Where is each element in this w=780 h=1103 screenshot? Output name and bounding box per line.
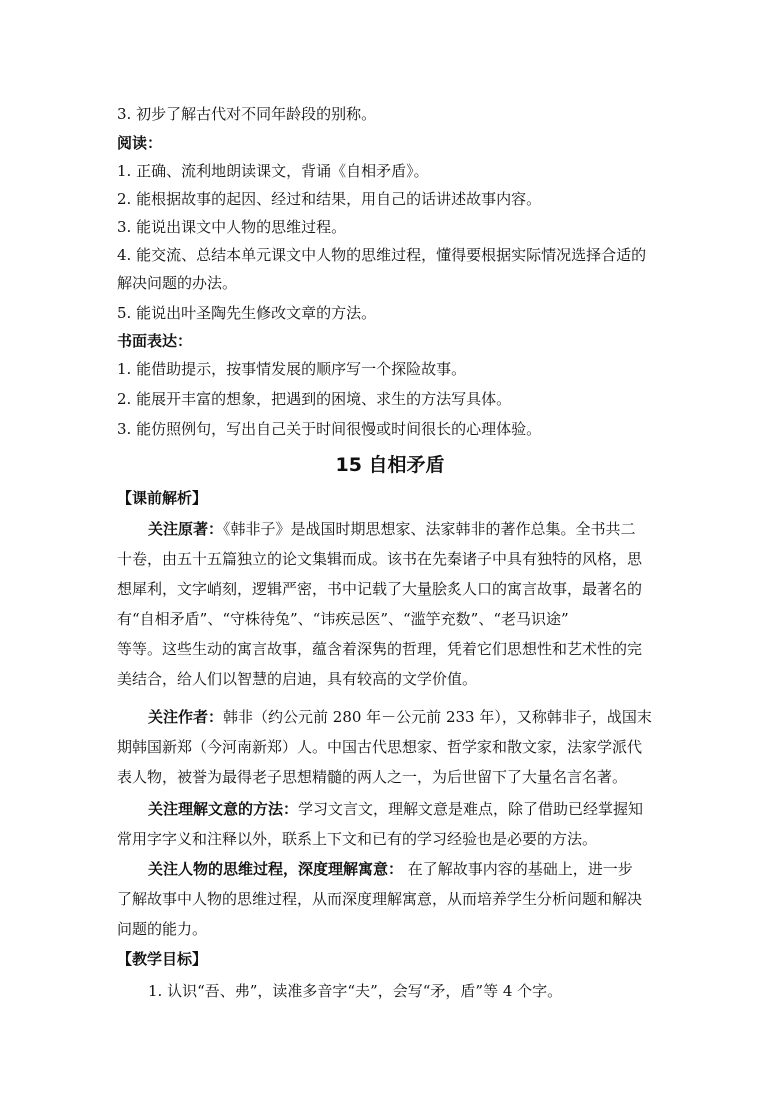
paragraph-method-line-2: 常用字字义和注释以外，联系上下文和已有的学习经验也是必要的方法。 xyxy=(117,830,598,848)
paragraph-original-work-line-1: 关注原著：《韩非子》是战国时期思想家、法家韩非的著作总集。全书共二 xyxy=(148,520,636,538)
paragraph-original-work-line-2: 十卷，由五十五篇独立的论文集辑而成。该书在先秦诸子中具有独特的风格，思 xyxy=(117,550,643,568)
paragraph-author-label: 关注作者： xyxy=(148,708,224,726)
teaching-goals-heading: 【教学目标】 xyxy=(117,950,208,968)
writing-heading: 书面表达： xyxy=(117,332,193,350)
paragraph-original-work-line-3: 想犀利，文字峭刻，逻辑严密，书中记载了大量脍炙人口的寓言故事，最著名的 xyxy=(117,580,643,598)
paragraph-original-work-line-4: 有“自相矛盾”、“守株待兔”、“讳疾忌医”、“滥竽充数”、“老马识途” xyxy=(117,610,569,628)
reading-item-5: 5. 能说出叶圣陶先生修改文章的方法。 xyxy=(117,304,377,322)
intro-goal-3: 3. 初步了解古代对不同年龄段的别称。 xyxy=(117,105,377,123)
paragraph-thinking-line-2: 了解故事中人物的思维过程，从而深度理解寓意，从而培养学生分析问题和解决 xyxy=(117,890,643,908)
writing-item-3: 3. 能仿照例句，写出自己关于时间很慢或时间很长的心理体验。 xyxy=(117,420,542,438)
reading-heading: 阅读： xyxy=(117,134,163,152)
reading-item-4-cont: 解决问题的办法。 xyxy=(117,274,238,292)
paragraph-original-work-line-6: 美结合，给人们以智慧的启迪，具有较高的文学价值。 xyxy=(117,670,478,688)
lesson-title: 15 自相矛盾 xyxy=(335,454,445,476)
paragraph-method-line-1: 关注理解文意的方法：学习文言文，理解文意是难点，除了借助已经掌握知 xyxy=(148,800,644,818)
paragraph-thinking-line-3: 问题的能力。 xyxy=(117,920,208,938)
paragraph-thinking-line-1: 关注人物的思维过程，深度理解寓意： 在了解故事内容的基础上，进一步 xyxy=(148,860,633,878)
writing-item-1: 1. 能借助提示，按事情发展的顺序写一个探险故事。 xyxy=(117,360,467,378)
pre-analysis-heading: 【课前解析】 xyxy=(117,489,208,507)
paragraph-method-label: 关注理解文意的方法： xyxy=(148,800,299,818)
paragraph-thinking-label: 关注人物的思维过程，深度理解寓意： xyxy=(148,860,404,878)
paragraph-original-work-label: 关注原著： xyxy=(148,520,224,538)
paragraph-author-line-3: 表人物，被誉为最得老子思想精髓的两人之一，为后世留下了大量名言名著。 xyxy=(117,768,628,786)
writing-item-2: 2. 能展开丰富的想象，把遇到的困境、求生的方法写具体。 xyxy=(117,390,512,408)
reading-item-1: 1. 正确、流利地朗读课文，背诵《自相矛盾》。 xyxy=(117,162,429,180)
reading-item-4: 4. 能交流、总结本单元课文中人物的思维过程，懂得要根据实际情况选择合适的 xyxy=(117,246,647,264)
reading-item-3: 3. 能说出课文中人物的思维过程。 xyxy=(117,218,347,236)
teaching-goal-1: 1. 认识“吾、弗”，读准多音字“夫”，会写“矛，盾”等 4 个字。 xyxy=(148,982,563,1000)
paragraph-author-line-2: 期韩国新郑（今河南新郑）人。中国古代思想家、哲学家和散文家，法家学派代 xyxy=(117,738,643,756)
paragraph-original-work-line-5: 等等。这些生动的寓言故事，蕴含着深隽的哲理，凭着它们思想性和艺术性的完 xyxy=(117,640,643,658)
paragraph-author-line-1: 关注作者：韩非（约公元前 280 年－公元前 233 年），又称韩非子，战国末 xyxy=(148,708,652,726)
reading-item-2: 2. 能根据故事的起因、经过和结果，用自己的话讲述故事内容。 xyxy=(117,190,542,208)
